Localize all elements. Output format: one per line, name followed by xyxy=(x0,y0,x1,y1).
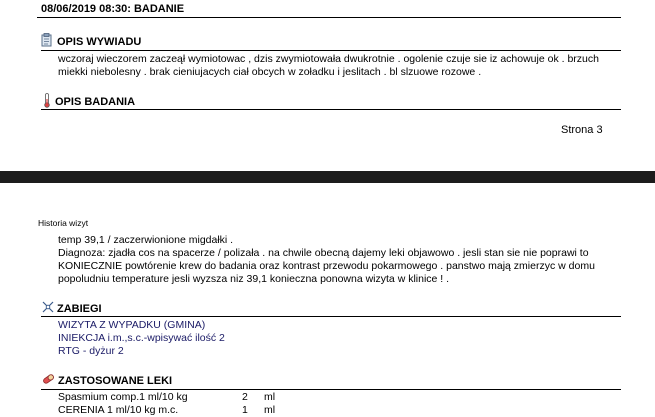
medication-unit: ml xyxy=(264,404,276,416)
diagnosis-line: popoludniu temperature jesli wyzsza niz 39,1 konieczna ponowna wizyta w klinice ! . xyxy=(58,273,450,285)
diagnosis-line: KONIECZNIE powtórenie krew do badania oraz kontrast przewodu pokarmowego . panstwo mają zmierzyc w domu xyxy=(58,260,595,272)
section-title-leki xyxy=(42,373,172,388)
wywiad-text xyxy=(58,53,628,79)
section-title-wywiad xyxy=(40,33,141,50)
section-title-leki-label: ZASTOSOWANE LEKI xyxy=(58,374,173,387)
procedure-item: INIEKCJA i.m.,s.c.-wpisywać ilość 2 xyxy=(58,332,225,344)
wywiad-line: wczoraj wieczorem zaczeął wymiotowac , dzis zwymiotowała dwukrotnie . ogolenie czuje sie iz achowuje ok . brzuch xyxy=(58,53,599,65)
section-divider-leki xyxy=(41,389,621,390)
procedure-icon xyxy=(42,301,54,316)
medications-list xyxy=(58,391,275,417)
section-title-badanie-label: OPIS BADANIA xyxy=(55,96,136,108)
section-title-zabiegi xyxy=(42,301,102,316)
page-separator xyxy=(0,171,655,183)
medication-amount: 1 xyxy=(242,404,248,416)
page-number: Strona 3 xyxy=(561,124,603,136)
pill-icon xyxy=(42,373,55,388)
section-title-zabiegi-label: ZABIEGI xyxy=(57,302,102,315)
clipboard-icon xyxy=(40,33,54,50)
diagnosis-line: temp 39,1 / zaczerwionione migdałki . xyxy=(58,234,234,246)
section-title-wywiad-label: OPIS WYWIADU xyxy=(57,35,142,48)
history-label: Historia wizyt xyxy=(38,218,89,228)
section-divider-wywiad xyxy=(41,50,621,51)
header-divider xyxy=(37,17,621,18)
procedure-item: RTG - dyżur 2 xyxy=(58,345,124,357)
medication-row xyxy=(58,391,275,404)
section-divider-zabiegi xyxy=(41,316,621,317)
diagnosis-line: Diagnoza: zjadła cos na spacerze / polizała . na chwile obecną dajemy leki objawowo . jesli stan sie nie poprawi to xyxy=(58,247,589,259)
procedures-list xyxy=(58,319,225,358)
procedure-item: WIZYTA Z WYPADKU (GMINA) xyxy=(58,319,206,331)
wywiad-line: miekki niebolesny . brak cieniujacych ciał obcych w zoładku i jeslitach . bl slzuowe rozowe . xyxy=(58,66,482,78)
medication-name: CERENIA 1 ml/10 kg m.c. xyxy=(58,404,179,416)
medication-amount: 2 xyxy=(242,391,248,403)
medication-row xyxy=(58,404,275,417)
medication-name: Spasmium comp.1 ml/10 kg xyxy=(58,391,188,403)
visit-date-header: 08/06/2019 08:30: BADANIE xyxy=(41,3,185,15)
section-divider-badanie xyxy=(41,109,621,110)
diagnosis-text xyxy=(58,234,638,286)
medication-unit: ml xyxy=(264,391,276,403)
